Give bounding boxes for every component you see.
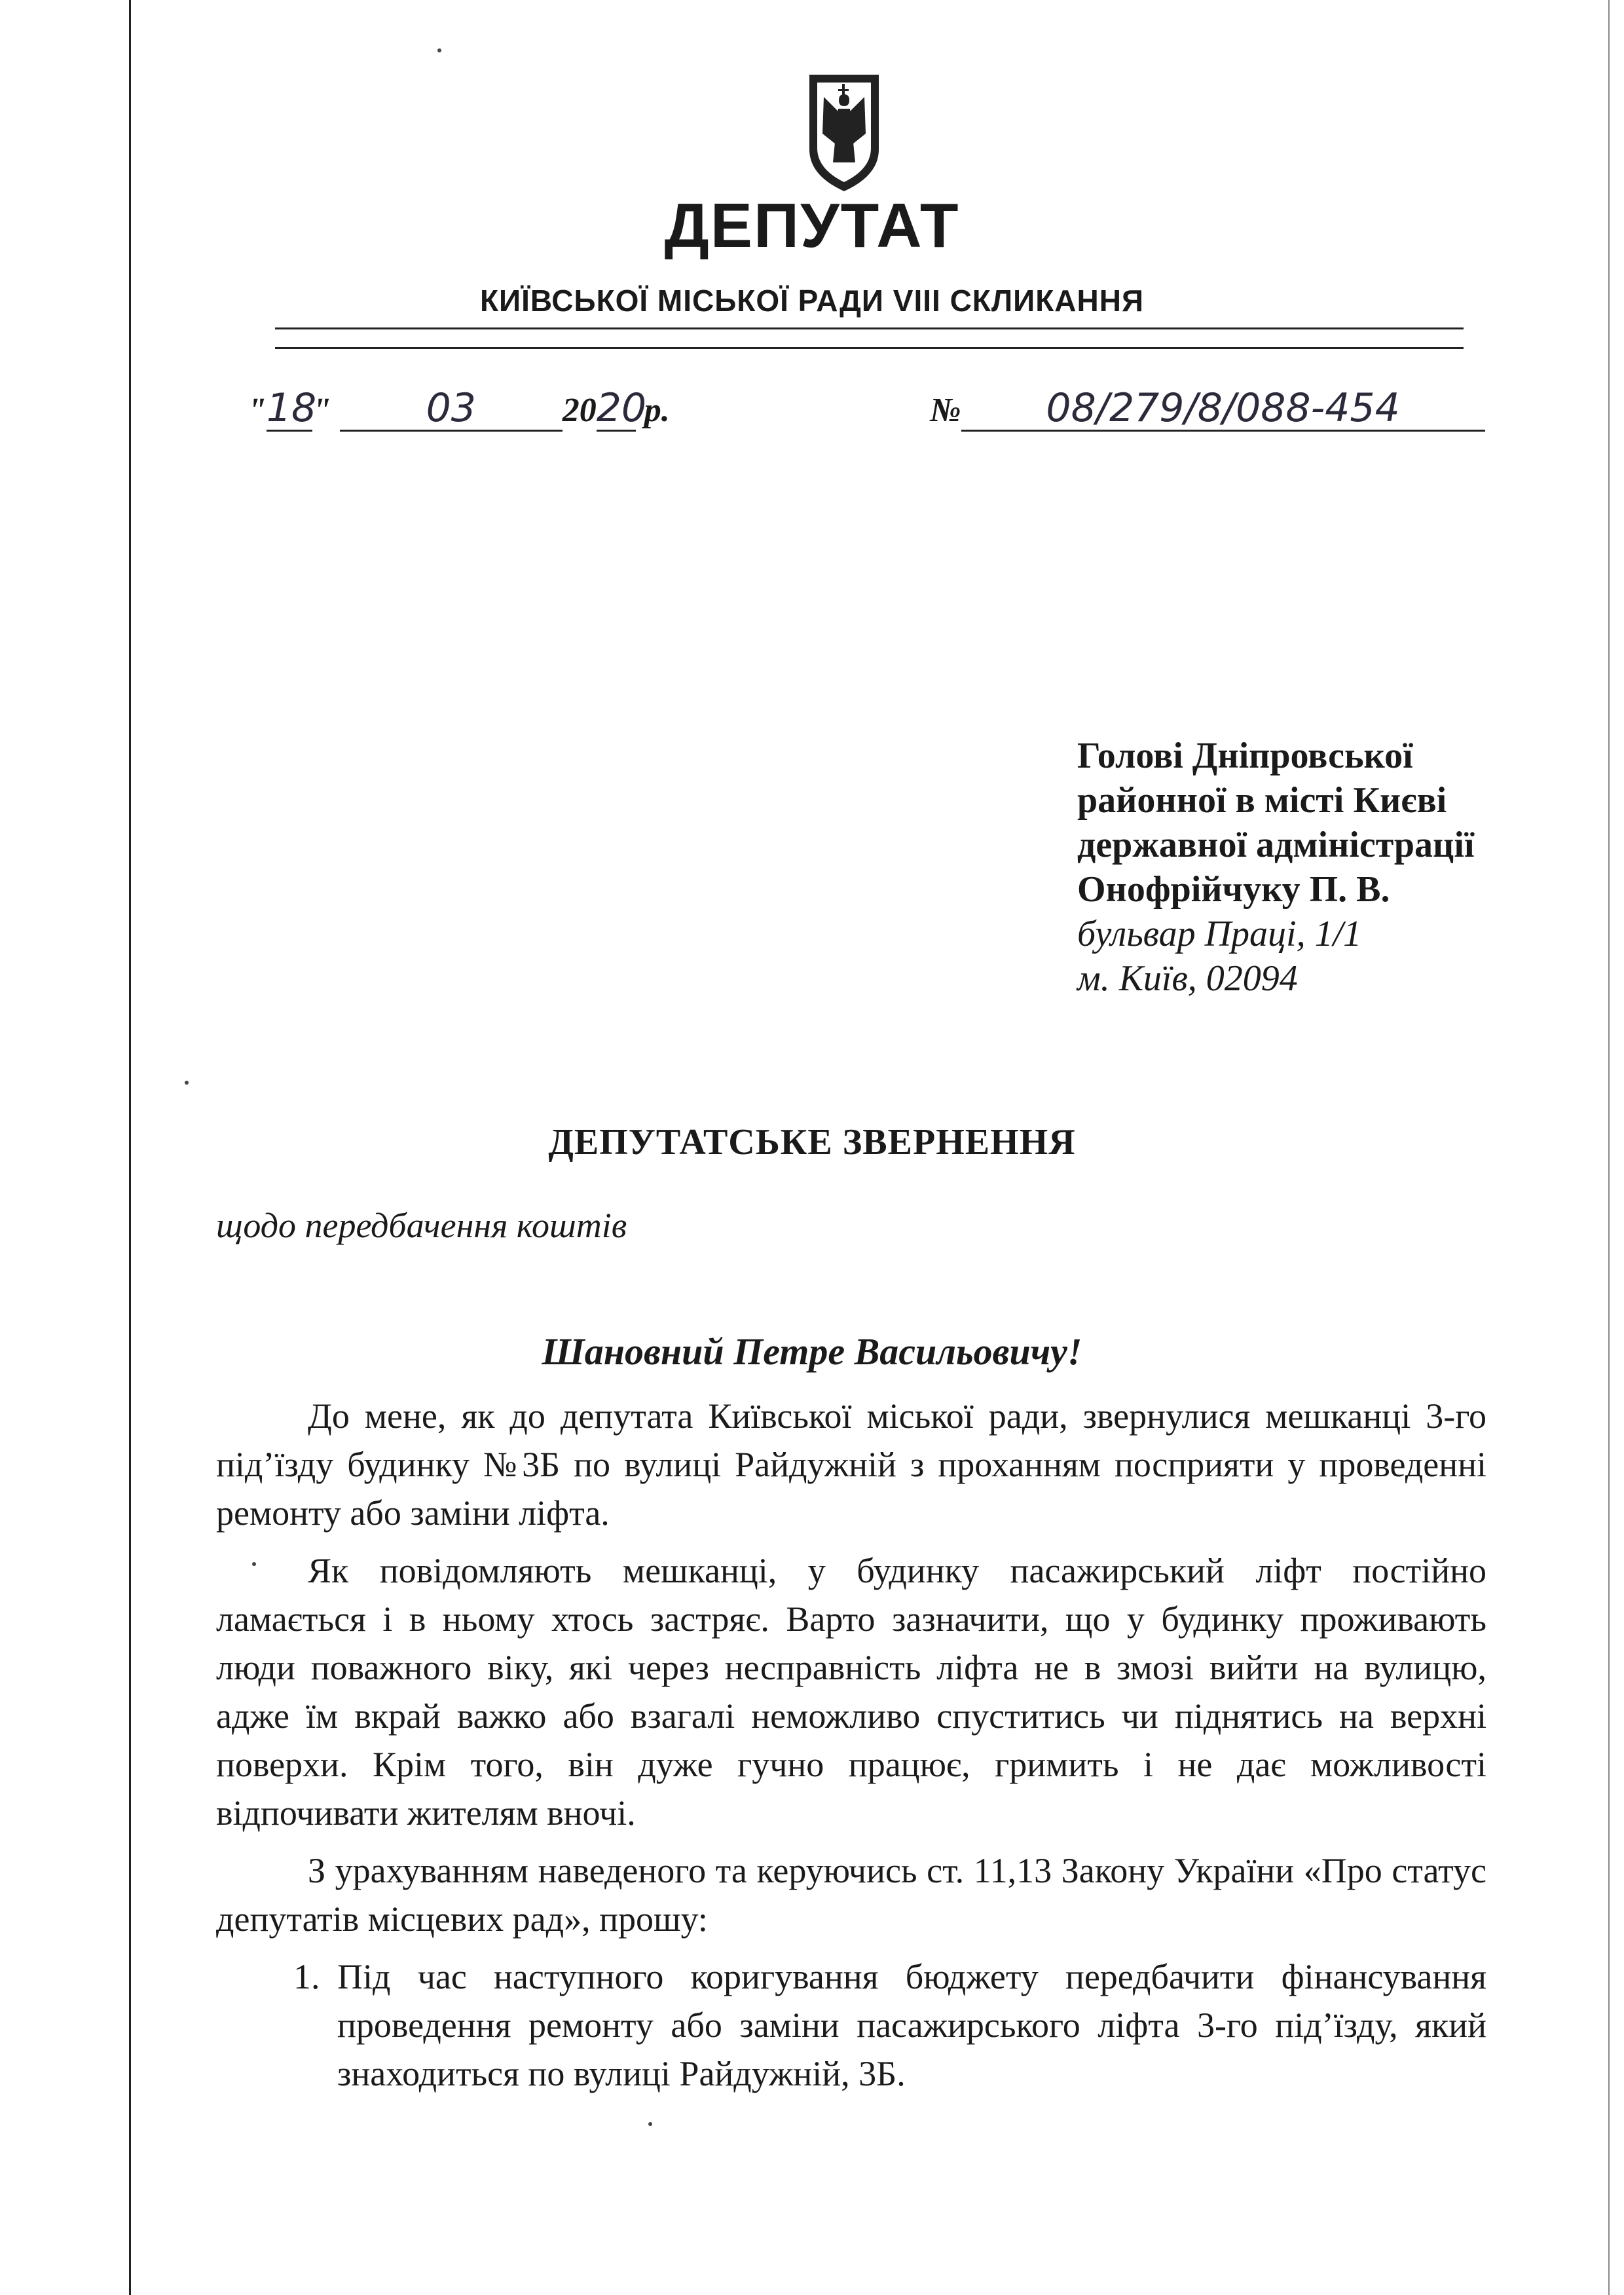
letter-body bbox=[216, 1392, 1486, 2098]
addressee-city: м. Київ, 02094 bbox=[1077, 958, 1298, 999]
scan-speck bbox=[252, 1562, 256, 1566]
registration-date bbox=[248, 386, 670, 432]
number-prefix: № bbox=[930, 392, 961, 429]
letterhead-subtitle: КИЇВСЬКОЇ МІСЬКОЇ РАДИ VIII СКЛИКАННЯ bbox=[479, 284, 1145, 318]
date-month: 03 bbox=[340, 386, 563, 432]
list-item-number: 1. bbox=[293, 1957, 320, 1996]
date-year-prefix: 20 bbox=[562, 392, 597, 429]
addressee-name: Онофрійчуку П. В. bbox=[1077, 869, 1390, 910]
addressee-block bbox=[1077, 734, 1474, 1001]
scan-speck bbox=[437, 48, 441, 52]
date-day: 18 bbox=[266, 385, 317, 431]
addressee-street: бульвар Праці, 1/1 bbox=[1077, 914, 1362, 954]
date-suffix: р. bbox=[644, 392, 670, 429]
date-year-suffix: 20 bbox=[596, 385, 647, 431]
document-heading: ДЕПУТАТСЬКЕ ЗВЕРНЕННЯ bbox=[548, 1122, 1076, 1163]
scan-speck bbox=[648, 2122, 652, 2126]
addressee-line: районної в місті Києві bbox=[1077, 780, 1447, 821]
body-paragraph: Як повідомляють мешканці, у будинку пасажирський ліфт постійно ламається і в ньому хтось застряє. Варто зазначити, що у будинку проживають люди поважного віку, які через несправність ліфта не в змозі вийти на вулицю, адже їм вкрай важко або взагалі неможливо спуститись чи піднятись на верхні поверхи. Крім того, він дуже гучно працює, гримить і не дає можливості відпочивати жителям вночі. bbox=[216, 1551, 1486, 1833]
body-paragraph: До мене, як до депутата Київської міської ради, звернулися мешканці 3-го під’їзду будинку №3Б по вулиці Райдужній з проханням посприяти у проведенні ремонту або заміни ліфта. bbox=[216, 1396, 1486, 1533]
list-item bbox=[216, 1952, 1486, 2098]
addressee-line: Голові Дніпровської bbox=[1077, 736, 1413, 776]
body-paragraph: З урахуванням наведеного та керуючись ст. 11,13 Закону України «Про статус депутатів місцевих рад», прошу: bbox=[216, 1851, 1486, 1939]
list-item-text: Під час наступного коригування бюджету передбачити фінансування проведення ремонту або заміни пасажирського ліфта 3-го під’їзду, який знаходиться по вулиці Райдужній, 3Б. bbox=[337, 1957, 1486, 2093]
letterhead-title: ДЕПУТАТ bbox=[664, 191, 960, 261]
date-quote-close: " bbox=[312, 392, 331, 429]
addressee-line: державної адміністрації bbox=[1077, 825, 1475, 865]
header-rule-bottom bbox=[275, 347, 1464, 349]
scan-speck bbox=[185, 1081, 189, 1085]
request-list bbox=[216, 1952, 1486, 2098]
date-quote-open: " bbox=[248, 392, 267, 429]
header-rule-top bbox=[275, 327, 1464, 329]
number-value: 08/279/8/088-454 bbox=[961, 386, 1485, 432]
kyiv-coat-of-arms-icon bbox=[804, 71, 884, 195]
registration-number bbox=[930, 386, 1485, 432]
document-subject: щодо передбачення коштів bbox=[216, 1206, 627, 1245]
salutation: Шановний Петре Васильовичу! bbox=[542, 1330, 1082, 1373]
